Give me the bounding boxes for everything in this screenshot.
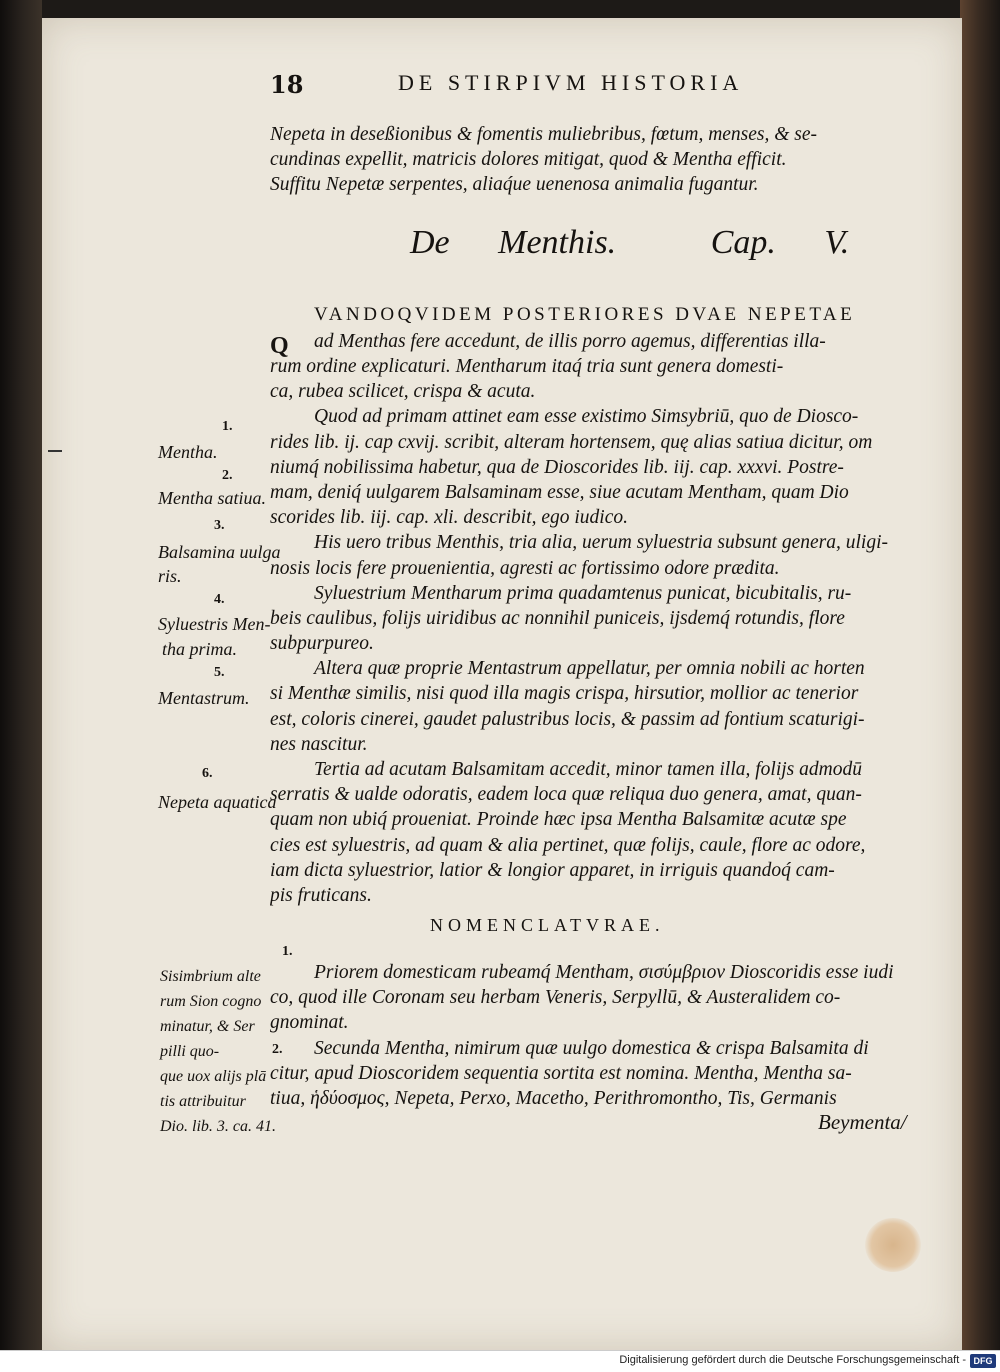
- text-line: citur, apud Dioscoridem sequentia sortita est nomina. Mentha, Mentha sa-: [270, 1062, 852, 1084]
- paragraph-first-lines: [314, 329, 912, 354]
- margin-label: Balsamina uulga: [158, 542, 281, 562]
- text-line: pis fruticans.: [270, 884, 372, 906]
- text-line: nes nascitur.: [270, 733, 368, 755]
- text-line: Tertia ad acutam Balsamitam accedit, minor tamen illa, folijs admodū: [314, 759, 862, 780]
- margin-note-line: pilli quo-: [160, 1043, 220, 1060]
- text-line: Quod ad primam attinet eam esse existimo Simsybriū, quo de Diosco-: [314, 406, 859, 428]
- nomenclature-paragraphs: [270, 960, 912, 1111]
- text-line: co, quod ille Coronam seu herbam Veneris, Serpyllū, & Austeralidem co-: [270, 987, 841, 1009]
- chapter-heading: [410, 224, 849, 262]
- text-line: cies est syluestris, ad quam & alia pertinet, quæ folijs, caule, flore ac odore,: [270, 834, 866, 856]
- text-line: rides lib. ij. cap cxvij. scribit, alteram hortensem, quę alias satiua dicitur, om: [270, 431, 873, 453]
- margin-number: 3.: [214, 518, 225, 533]
- text-line: quam non ubiq́ proueniat. Proinde hæc ipsa Mentha Balsamitæ acutæ spe: [270, 809, 847, 831]
- margin-number: 6.: [202, 766, 213, 781]
- text-line: ad Menthas fere accedunt, de illis porro agemus, differentias illa-: [314, 331, 826, 352]
- margin-label: tha prima.: [162, 639, 238, 659]
- margin-label: Nepeta aquatica: [158, 792, 277, 812]
- opening-lines: [270, 122, 912, 198]
- margin-number: 2.: [222, 468, 233, 483]
- margin-label: Syluestris Men-: [158, 614, 271, 634]
- digitization-footer: [0, 1350, 1000, 1372]
- text-line: gnominat.: [270, 1012, 349, 1034]
- page-number: 18: [270, 70, 304, 99]
- margin-note-line: rum Sion cogno: [160, 993, 262, 1010]
- text-line: subpurpureo.: [270, 633, 374, 655]
- chapter-title: De Menthis.: [410, 224, 617, 261]
- chapter-cap-label: Cap.: [710, 224, 776, 261]
- scan-tick-mark: [48, 450, 62, 452]
- margin-number: 1.: [222, 419, 233, 434]
- text-line: rum ordine explicaturi. Mentharum itaq́ tria sunt genera domesti-: [270, 356, 784, 377]
- chapter-cap-number: V.: [824, 224, 850, 261]
- text-line: Nepeta in deseßionibus & fomentis muliebribus, fœtum, menses, & se-: [270, 124, 818, 145]
- margin-number: 5.: [214, 665, 225, 680]
- margin-note-line: Dio. lib. 3. ca. 41.: [160, 1118, 276, 1135]
- text-line: Secunda Mentha, nimirum quæ uulgo domestica & crispa Balsamita di: [314, 1037, 869, 1059]
- margin-label: Mentha.: [158, 442, 218, 462]
- margin-note-line: minatur, & Ser: [160, 1018, 255, 1035]
- scan-background-left: [0, 0, 42, 1350]
- text-line: si Menthæ similis, nisi quod illa magis crispa, hirsutior, mollior ac tenerior: [270, 683, 859, 705]
- margin-number: 4.: [214, 592, 225, 607]
- margin-note-line: tis attribuitur: [160, 1093, 246, 1110]
- text-line: Priorem domesticam rubeamq́ Mentham, σισύμβριον Dioscoridis esse iudi: [314, 962, 894, 983]
- text-line: nosis locis fere prouenientia, agresti ac fortissimo odore prædita.: [270, 557, 780, 579]
- text-line: Syluestrium Mentharum prima quadamtenus punicat, bicubitalis, ru-: [314, 582, 852, 604]
- margin-label: Mentastrum.: [158, 688, 250, 708]
- catchword: Beymenta/: [818, 1110, 907, 1134]
- text-line: cundinas expellit, matricis dolores mitigat, quod & Mentha efficit.: [270, 149, 787, 171]
- text-line: tiua, ἡδύοσμος, Nepeta, Perxo, Macetho, Perithromontho, Tis, Germanis: [270, 1087, 837, 1109]
- margin-note-line: que uox alijs plā: [160, 1068, 267, 1085]
- scan-background-right: [960, 0, 1000, 1350]
- chapter-paragraphs: [270, 354, 912, 908]
- text-line: scorides lib. iij. cap. xli. describit, ego iudico.: [270, 507, 628, 529]
- margin-number: 2.: [272, 1042, 283, 1057]
- text-line: Suffitu Nepetæ serpentes, aliaq́ue uenenosa animalia fugantur.: [270, 174, 759, 196]
- drop-initial: Q: [270, 333, 289, 359]
- margin-label: ris.: [158, 566, 182, 586]
- caps-opening-line: VANDOQVIDEM POSTERIORES DVAE NEPETAE: [314, 304, 856, 325]
- text-line: serratis & ualde odoratis, eadem loca quæ reliqua duo genera, amat, quan-: [270, 784, 862, 806]
- running-head: DE STIRPIVM HISTORIA: [398, 70, 744, 95]
- text-line: Altera quæ proprie Mentastrum appellatur, per omnia nobili ac horten: [314, 658, 865, 680]
- text-line: mam, deniq́ uulgarem Balsaminam esse, siue acutam Mentham, quam Dio: [270, 481, 849, 503]
- text-line: niumq́ nobilissima habetur, qua de Dioscorides lib. iij. cap. xxxvi. Postre-: [270, 456, 844, 478]
- text-line: est, coloris cinerei, gaudet palustribus locis, & passim ad fontium scaturigi-: [270, 708, 865, 730]
- paper-stain: [865, 1218, 921, 1272]
- margin-label: Mentha satiua.: [158, 488, 266, 508]
- margin-note-line: Sisimbrium alte: [160, 968, 261, 985]
- margin-number: 1.: [282, 944, 293, 959]
- footer-credit: Digitalisierung gefördert durch die Deutsche Forschungsgemeinschaft -: [619, 1354, 966, 1366]
- dfg-logo: DFG: [970, 1354, 996, 1368]
- text-line: beis caulibus, folijs uiridibus ac nonnihil puniceis, ijsdemq́ rotundis, flore: [270, 607, 845, 629]
- nomenclature-heading: NOMENCLATVRAE.: [430, 915, 665, 935]
- text-line: iam dicta syluestrior, latior & longior apparet, in irriguis quandoq́ cam-: [270, 859, 835, 881]
- text-line: His uero tribus Menthis, tria alia, uerum syluestria subsunt genera, uligi-: [314, 532, 888, 554]
- text-line: ca, rubea scilicet, crispa & acuta.: [270, 381, 536, 403]
